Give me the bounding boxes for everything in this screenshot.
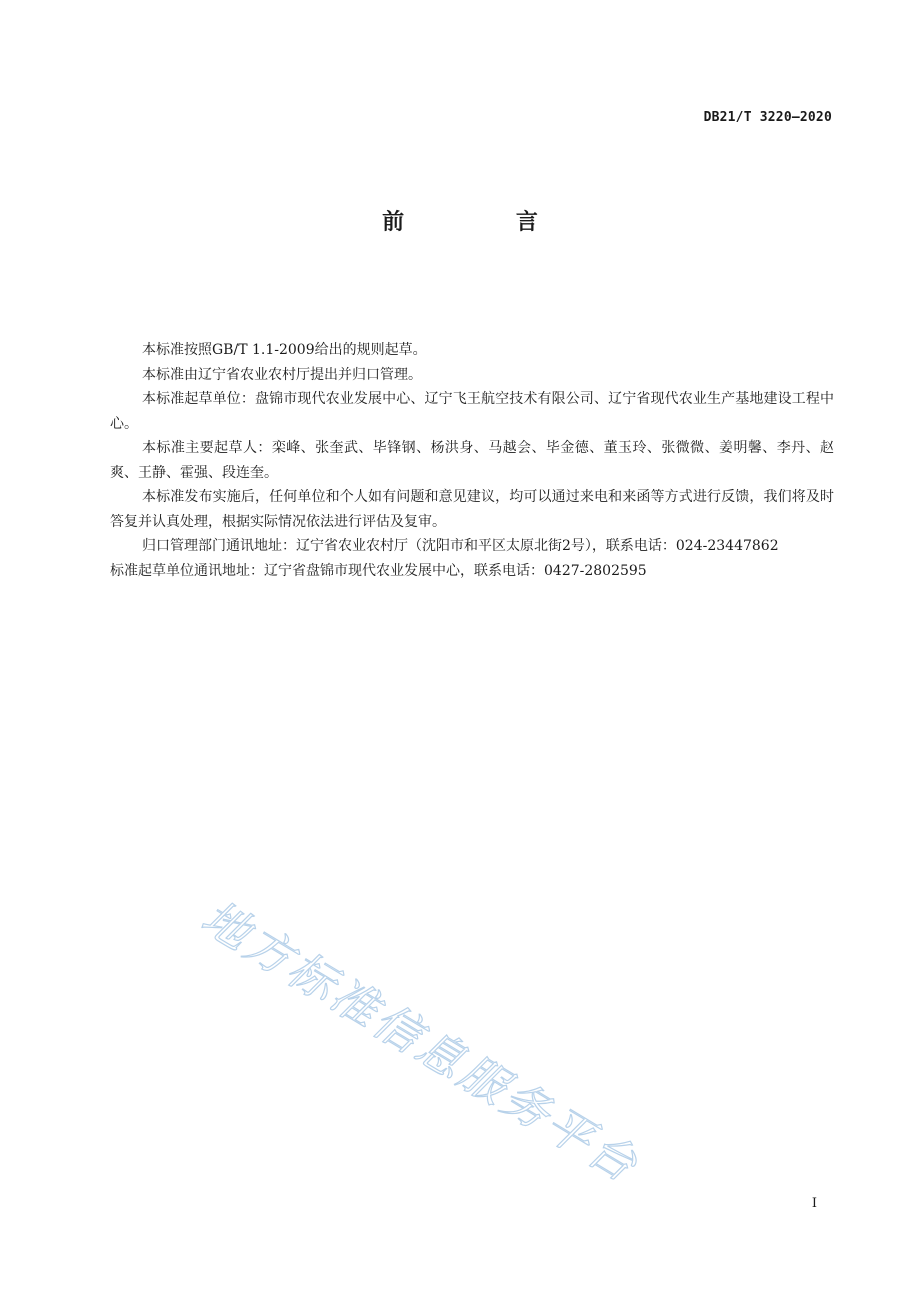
- paragraph-feedback: 本标准发布实施后，任何单位和个人如有问题和意见建议，均可以通过来电和来函等方式进行反馈，我们将及时答复并认真处理，根据实际情况依法进行评估及复审。: [110, 489, 834, 530]
- paragraph-authority-address: 归口管理部门通讯地址：辽宁省农业农村厅（沈阳市和平区太原北街2号），联系电话：024-23447862: [142, 538, 779, 554]
- paragraph-drafters: 本标准主要起草人：栾峰、张奎武、毕锋钢、杨洪身、马越会、毕金德、董玉玲、张微微、姜明馨、李丹、赵爽、王静、霍强、段连奎。: [110, 440, 834, 481]
- page-number: I: [811, 1196, 817, 1211]
- document-code: DB21/T 3220—2020: [703, 110, 832, 125]
- paragraph-drafting-rules: 本标准按照GB/T 1.1-2009给出的规则起草。: [142, 342, 427, 358]
- foreword-body: [110, 338, 834, 583]
- page-title: 前 言: [382, 210, 590, 235]
- watermark: 地方标准信息服务平台: [192, 889, 649, 1194]
- paragraph-drafter-address: 标准起草单位通讯地址：辽宁省盘锦市现代农业发展中心，联系电话：0427-2802595: [110, 562, 647, 579]
- paragraph-drafting-units: 本标准起草单位：盘锦市现代农业发展中心、辽宁飞王航空技术有限公司、辽宁省现代农业生产基地建设工程中心。: [110, 391, 834, 432]
- paragraph-proposer: 本标准由辽宁省农业农村厅提出并归口管理。: [142, 366, 422, 383]
